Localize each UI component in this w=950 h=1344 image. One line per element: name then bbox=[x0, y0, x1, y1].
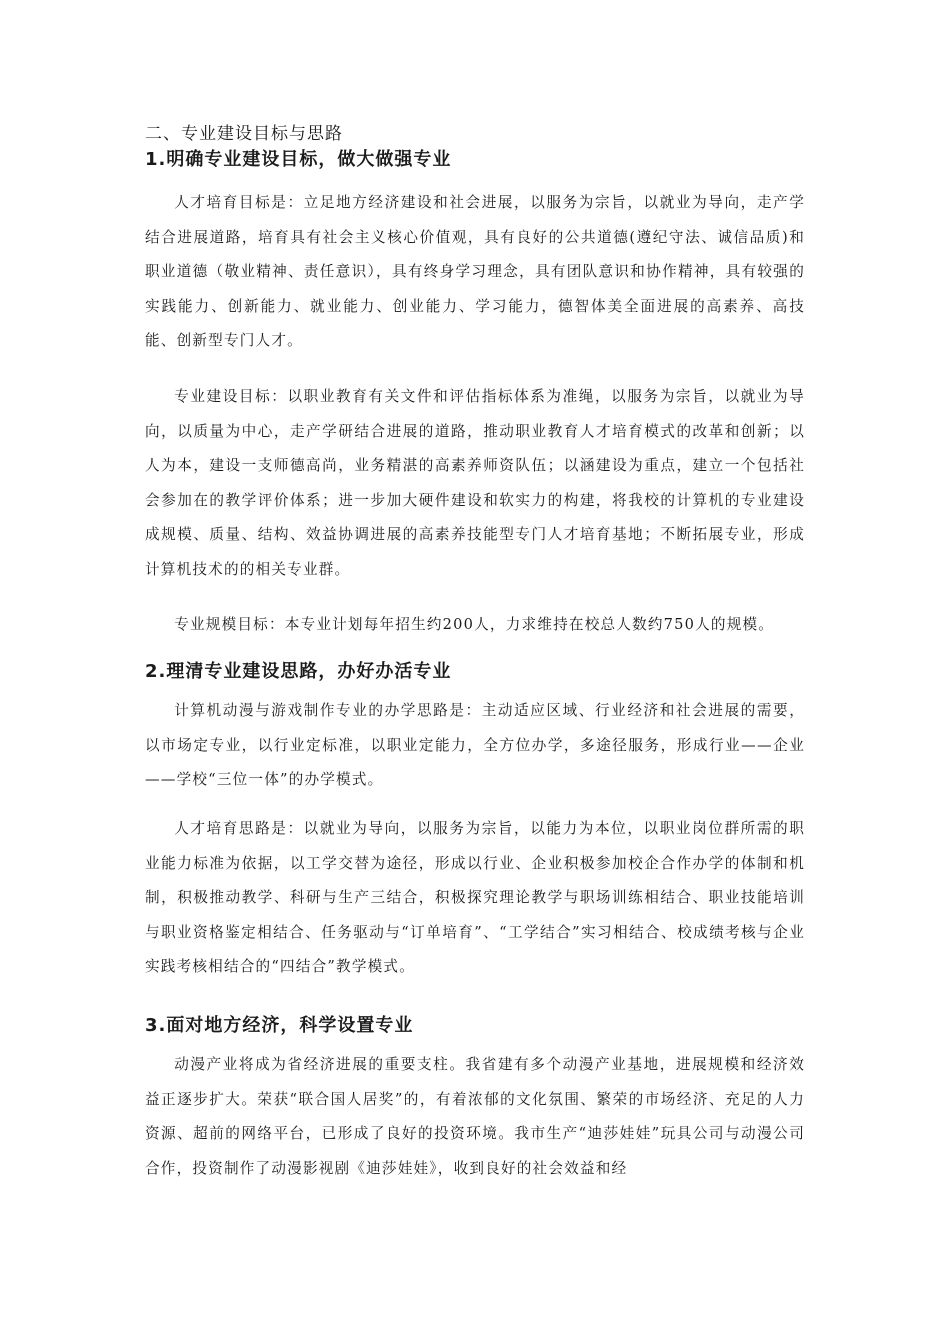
paragraph-talent-approach: 人才培育思路是：以就业为导向，以服务为宗旨，以能力为本位，以职业岗位群所需的职业能力标准为依据，以工学交替为途径，形成以行业、企业积极参加校企合作办学的体制和机制，积极推动教学、科研与生产三结合，积极探究理论教学与职场训练相结合、职业技能培训与职业资格鉴定相结合、任务驱动与“订单培育”、“工学结合”实习相结合、校成绩考核与企业实践考核相结合的“四结合”教学模式。 bbox=[145, 820, 805, 975]
heading-approach: 2.理清专业建设思路，办好办活专业 bbox=[145, 661, 452, 682]
paragraph-talent-goal: 人才培育目标是：立足地方经济建设和社会进展，以服务为宗旨，以就业为导向，走产学结合进展道路，培育具有社会主义核心价值观，具有良好的公共道德(遵纪守法、诚信品质)和职业道德（敬业精神、责任意识），具有终身学习理念，具有团队意识和协作精神，具有较强的实践能力、创新能力、就业能力、创业能力、学习能力，德智体美全面进展的高素养、高技能、创新型专门人才。 bbox=[145, 194, 805, 349]
heading-goals: 1.明确专业建设目标，做大做强专业 bbox=[145, 149, 452, 170]
section-title: 二、专业建设目标与思路 bbox=[145, 124, 343, 144]
paragraph-school-approach: 计算机动漫与游戏制作专业的办学思路是：主动适应区域、行业经济和社会进展的需要，以市场定专业，以行业定标准，以职业定能力，全方位办学，多途径服务，形成行业——企业——学校“三位一体”的办学模式。 bbox=[145, 702, 805, 788]
paragraph-animation-industry: 动漫产业将成为省经济进展的重要支柱。我省建有多个动漫产业基地，进展规模和经济效益正逐步扩大。荣获“联合国人居奖”的，有着浓郁的文化氛围、繁荣的市场经济、充足的人力资源、超前的网络平台，已形成了良好的投资环境。我市生产“迪莎娃娃”玩具公司与动漫公司合作，投资制作了动漫影视剧《迪莎娃娃》，收到良好的社会效益和经 bbox=[145, 1056, 805, 1177]
paragraph-construction-goal: 专业建设目标：以职业教育有关文件和评估指标体系为准绳，以服务为宗旨，以就业为导向，以质量为中心，走产学研结合进展的道路，推动职业教育人才培育模式的改革和创新；以人为本，建设一支师德高尚，业务精湛的高素养师资队伍；以涵建设为重点，建立一个包括社会参加在的教学评价体系；进一步加大硬件建设和软实力的构建，将我校的计算机的专业建设成规模、质量、结构、效益协调进展的高素养技能型专门人才培育基地；不断拓展专业，形成计算机技术的的相关专业群。 bbox=[145, 388, 805, 578]
heading-local-economy: 3.面对地方经济，科学设置专业 bbox=[145, 1015, 414, 1036]
paragraph-scale-goal: 专业规模目标：本专业计划每年招生约200人，力求维持在校总人数约750人的规模。 bbox=[174, 616, 775, 633]
